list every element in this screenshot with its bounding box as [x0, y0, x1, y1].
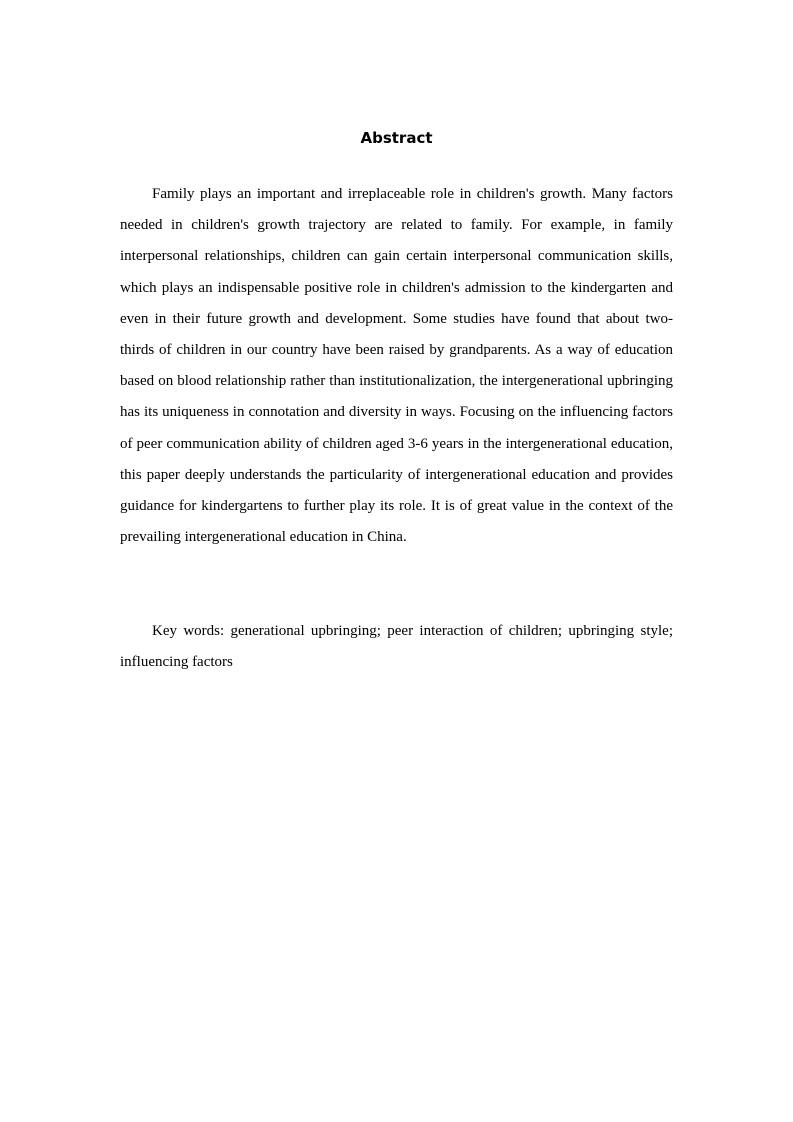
page-title: Abstract [360, 129, 433, 147]
keywords-paragraph: Key words: generational upbringing; peer interaction of children; upbringing style; influencing factors [120, 623, 673, 671]
abstract-paragraph: Family plays an important and irreplaceable role in children's growth. Many factors needed in children's growth trajectory are related to family. For example, in family interpersonal relationships, children can gain certain interpersonal communication skills, which plays an indispensable positive role in children's admission to the kindergarten and even in their future growth and development. Some studies have found that about two-thirds of children in our country have been raised by grandparents. As a way of education based on blood relationship rather than institutionalization, the intergenerational upbringing has its uniqueness in connotation and diversity in ways. Focusing on the influencing factors of peer communication ability of children aged 3-6 years in the intergenerational education, this paper deeply understands the particularity of intergenerational education and provides guidance for kindergartens to further play its role. It is of great value in the context of the prevailing intergenerational education in China. [120, 186, 673, 546]
